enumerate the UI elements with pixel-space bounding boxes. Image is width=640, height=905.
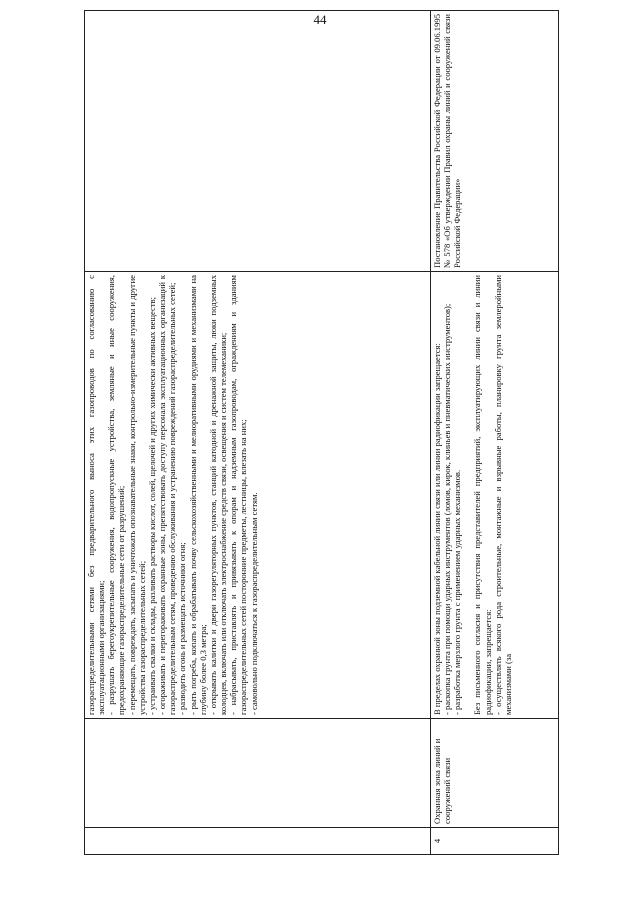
- restriction-line: - открывать калитки и двери газорегуляторных пунктов, станций катодной и дренажной защиты, люки подземных колодцев, включать или отключать электроснабжение средств связи, освещения и систем телемеханики;: [207, 275, 229, 715]
- restriction-line: - перемещать, повреждать, засыпать и уничтожать опознавательные знаки, контрольно-измерительные пункты и другие устройства газораспределительных сетей;: [126, 275, 147, 715]
- restriction-line: - осуществлять всякого рода строительные, монтажные и взрывные работы, планировку грунта землеройными механизмами (за: [492, 275, 513, 715]
- zone-cell: [85, 719, 431, 828]
- restriction-line: - набрасывать, приставлять и привязывать к опорам и надземным газопроводам, ограждениям и зданиям газораспределительных сетей посторонние предметы, лестницы, влезать на них;: [228, 275, 249, 715]
- restriction-line: Без письменного согласия и присутствия представителей предприятий, эксплуатирующих линии связи и линии радиофикации, запрещается:: [472, 275, 493, 715]
- zone-name: Охранная зона линий и сооружений связи: [431, 719, 559, 828]
- regulations-table: [84, 10, 559, 855]
- restrictions-cell: [85, 272, 431, 719]
- restriction-line: - раскопка грунта при помощи ударных инструментов (ломов, кирок, клиньев и пневматических инструментов);: [442, 303, 453, 715]
- legal-reference: Постановление Правительства Российской Федерации от 09.06.1995 № 578 «Об утверждении Правил охраны линий и сооружений связи Российской Федерации»: [431, 11, 559, 272]
- restriction-line: - огораживать и перегораживать охранные зоны, препятствовать доступу персонала эксплуатационных организаций к газораспределительным сетям, проведению обслуживания и устранению повреждений газораспределительных сетей;: [157, 275, 178, 715]
- table-row: [85, 11, 431, 855]
- restrictions-cell: [431, 272, 559, 719]
- page-number: 44: [313, 12, 327, 27]
- restriction-line: В пределах охранной зоны подземной кабельной линии связи или линии радиофикации запрещается:: [432, 343, 442, 715]
- restriction-line: - разрушать берегоукрепительные сооружения, водопропускные устройства, земляные и иные сооружения, предохраняющие газораспределительные сети от разрушений;: [106, 275, 127, 715]
- reference-cell: [85, 11, 431, 272]
- restriction-line: - разработка мерзлого грунта с применением ударных механизмов.: [452, 469, 463, 715]
- restriction-line: газораспределительными сетями без предварительного выноса этих газопроводов по согласованию с эксплуатационными организациями;: [86, 275, 107, 715]
- table-row: [431, 11, 559, 855]
- paragraph-gap: [462, 275, 472, 715]
- number-cell: [85, 828, 431, 855]
- restriction-line: - самовольно подключаться к газораспределительным сетям.: [248, 492, 259, 715]
- row-number: 4: [431, 828, 559, 855]
- restriction-line: - рыть погреба, копать и обрабатывать почву сельскохозяйственными и мелиоративными орудиями и механизмами на глубину более 0,3 метра;: [187, 275, 208, 715]
- restriction-line: - разводить огонь и размещать источники огня;: [177, 542, 188, 715]
- restriction-line: - устраивать свалки и склады, разливать растворы кислот, солей, щелочей и других химически активных веществ;: [146, 296, 157, 715]
